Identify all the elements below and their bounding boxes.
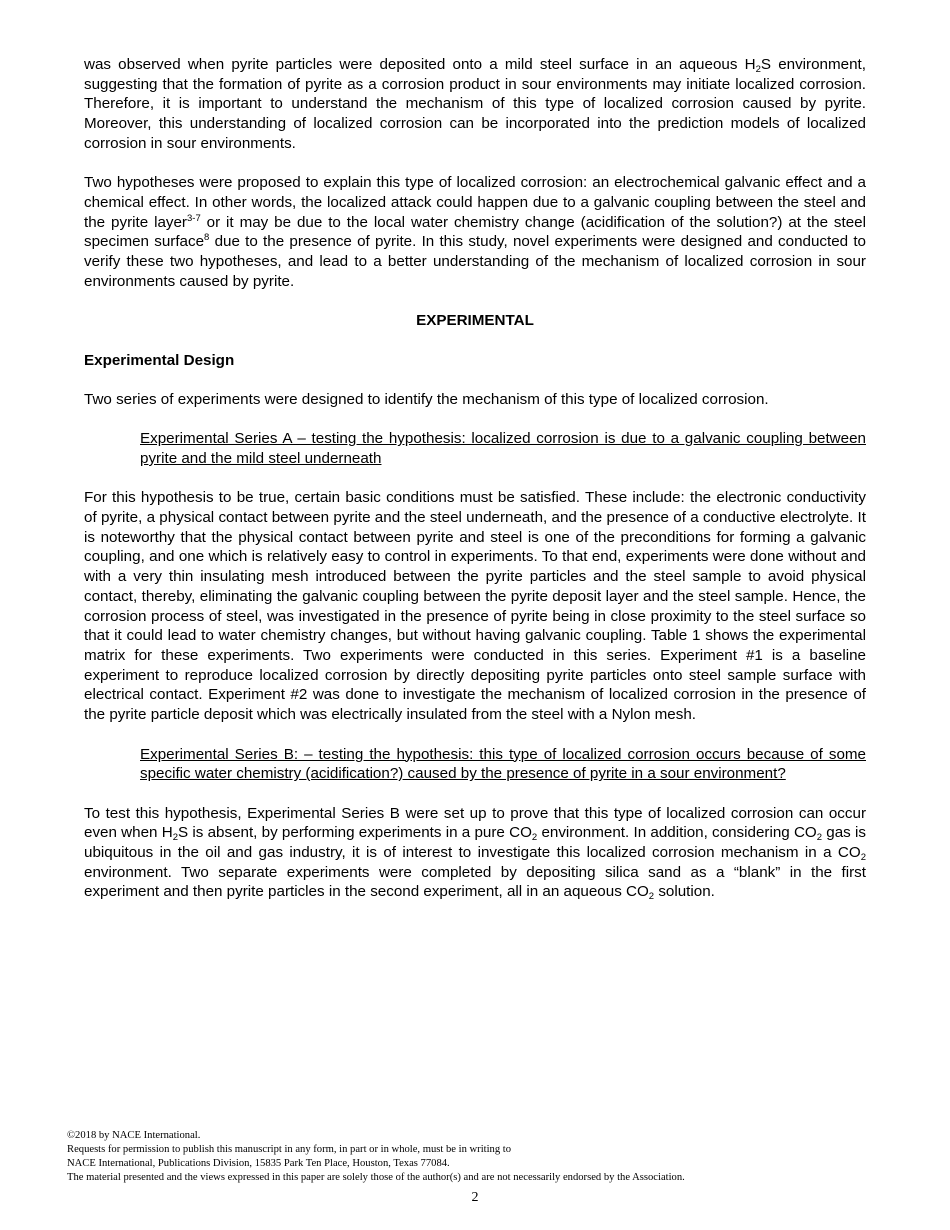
footer-copyright: ©2018 by NACE International. (67, 1130, 201, 1141)
paragraph-series-a: For this hypothesis to be true, certain basic conditions must be satisfied. These include: the electronic conductivity of pyrite, a physical contact between pyrite and the steel underneath, and the presence of a conductive electrolyte. It is noteworthy that the physical contact between pyrite and steel is one of the preconditions for forming a galvanic coupling, and one which is relatively easy to control in experiments. To that end, experiments were done without and with a very thin insulating mesh introduced between the pyrite particles and the steel sample to avoid physical contact, thereby, eliminating the galvanic coupling between the pyrite deposit layer and the steel sample. Hence, the corrosion process of steel, was investigated in the presence of pyrite being in close proximity to the steel surface so that it could lead to water chemistry changes, but without having galvanic coupling. Table 1 shows the experimental matrix for these experiments. Two experiments were conducted in this series. Experiment #1 is a baseline experiment to reproduce localized corrosion by directly depositing pyrite particles onto steel sample surface with electrical contact. Experiment #2 was done to investigate the mechanism of localized corrosion in the presence of the pyrite particle deposit which was electrically insulated from the steel with a Nylon mesh. (84, 489, 866, 724)
series-b-heading: Experimental Series B: – testing the hypothesis: this type of localized corrosion occurs because of some specific water chemistry (acidification?) caused by the presence of pyrite in a sour environment? (140, 745, 866, 783)
paragraph-series-b: To test this hypothesis, Experimental Series B were set up to prove that this type of localized corrosion can occur even when $H_2S$ is absent, by performing experiments in a pure $CO_2$ environment. In addition, considering $CO_2$ gas is ubiquitous in the oil and gas industry, it is of interest to investigate this localized corrosion mechanism in a $CO_2$ environment. Two separate experiments were completed by depositing silica sand as a “blank” in the first experiment and then pyrite particles in the second experiment, all in an aqueous $CO_2$ solution. (84, 804, 866, 903)
paragraph-two-series: Two series of experiments were designed to identify the mechanism of this type of localized corrosion. (84, 390, 769, 408)
footer-address: NACE International, Publications Division, 15835 Park Ten Place, Houston, Texas 77084. (67, 1158, 450, 1169)
paragraph-hypotheses: Two hypotheses were proposed to explain this type of localized corrosion: an electrochemical galvanic effect and a chemical effect. In other words, the localized attack could happen due to a galvanic coupling between the steel and the pyrite layer$^{3-7}$ or it may be due to the local water chemistry change (acidification of the solution?) at the steel specimen surface$^8$ due to the presence of pyrite. In this study, novel experiments were designed and conducted to verify these two hypotheses, and lead to a better understanding of the mechanism of localized corrosion in sour environments caused by pyrite. (84, 174, 867, 290)
page-number: 2 (471, 1190, 479, 1205)
subheading-experimental-design: Experimental Design (84, 351, 235, 369)
copyright-footer (67, 1129, 887, 1185)
footer-permission: Requests for permission to publish this manuscript in any form, in part or in whole, must be in writing to (67, 1144, 512, 1155)
footer-disclaimer: The material presented and the views expressed in this paper are solely those of the author(s) and are not necessarily endorsed by the Association. (67, 1172, 685, 1183)
series-a-heading: Experimental Series A – testing the hypothesis: localized corrosion is due to a galvanic coupling between pyrite and the mild steel underneath (140, 430, 866, 467)
paragraph-intro-continued: was observed when pyrite particles were deposited onto a mild steel surface in an aqueous $H_2S$ environment, suggesting that the formation of pyrite as a corrosion product in sour environments may initiate localized corrosion. Therefore, it is important to understand the mechanism of this type of localized corrosion caused by pyrite. Moreover, this understanding of localized corrosion can be incorporated into the prediction models of localized corrosion in sour environments. (84, 56, 866, 152)
paper-body (84, 55, 866, 902)
section-heading-experimental: EXPERIMENTAL (416, 312, 534, 330)
